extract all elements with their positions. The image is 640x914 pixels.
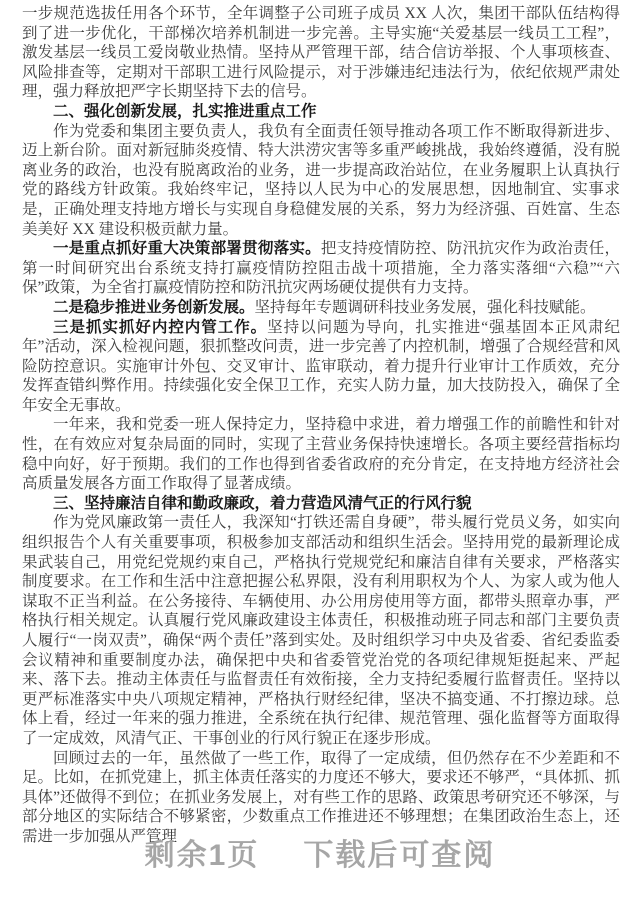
paragraph: 回顾过去的一年，虽然做了一些工作，取得了一定成绩，但仍然存在不少差距和不足。比如，在抓党建上，抓主体责任落实的力度还不够大，要求还不够严，“具体抓、抓具体”还做得不到位；在抓业务发展上，对有些工作的思路、政策思考研究还不够深，与部分地区的实际结合不够紧密，少数重点工作推进还不够理想；在集团政治生态上，还需进一步加强从严管理: [22, 749, 620, 845]
section-heading: 二、强化创新发展，扎实推进重点工作: [53, 102, 317, 120]
paragraph: 三是抓实抓好内控内管工作。坚持以问题为导向，扎实推进“强基固本正风肃纪年”活动，深入检视问题，狠抓整改问责，进一步完善了内控机制，增强了合规经营和风险防控意识。实施审计外包、交叉审计、监审联动，着力提升行业审计工作质效，充分发挥查错纠弊作用。持续强化安全保卫工作，充实人防力量，加大技防投入，确保了全年安全无事故。: [22, 318, 620, 414]
paragraph: 作为党委和集团主要负责人，我负有全面责任领导推动各项工作不断取得新进步、迈上新台阶。面对新冠肺炎疫情、特大洪涝灾害等多重严峻挑战，我始终遵循，没有脱离业务的政治，也没有脱离政治的业务，进一步提高政治站位，在业务履职上认真执行党的路线方针政策。我始终牢记，坚持以人民为中心的发展思想，因地制宜、实事求是，正确处理支持地方增长与实现自身稳健发展的关系，努力为经济强、百姓富、生态美美好 XX 建设积极贡献力量。: [22, 122, 620, 238]
paragraph: 二是稳步推进业务创新发展。坚持每年专题调研科技业务发展，强化科技赋能。: [53, 298, 596, 316]
footer-download-notice: [0, 830, 640, 874]
paragraph: 一步规范选拔任用各个环节，全年调整子公司班子成员 XX 人次，集团干部队伍结构得到了进一步优化，干部梯次培养机制进一步完善。主导实施“关爱基层一线员工工程”，激发基层一线员工爱岗敬业热情。坚持从严管理干部，结合信访举报、个人事项核查、风险排查等，定期对干部职工进行风险提示，对于涉嫌违纪违法行为，依纪依规严肃处理，强力释放把严字长期坚持下去的信号。: [22, 5, 620, 101]
section-heading: 三、坚持廉洁自律和勤政廉政，着力营造风清气正的行风行貌: [53, 494, 472, 512]
paragraph-lead: 二是稳步推进业务创新发展。: [53, 298, 255, 316]
paragraph: 一年来，我和党委一班人保持定力，坚持稳中求进，着力增强工作的前瞻性和针对性，在有效应对复杂局面的同时，实现了主营业务保持快速增长。各项主要经营指标均稳中向好，好于预期。我们的工作也得到省委省政府的充分肯定，在支持地方经济社会高质量发展各方面工作取得了显著成绩。: [22, 416, 620, 493]
remaining-pages-label: 剩余1页: [144, 839, 260, 872]
download-hint-label: 下载后可查阅: [303, 839, 496, 872]
paragraph-lead: 三是抓实抓好内控内管工作。: [53, 318, 268, 336]
paragraph-lead: 一是重点抓好重大决策部署贯彻落实。: [53, 240, 321, 258]
paragraph: 作为党风廉政第一责任人，我深知“打铁还需自身硬”，带头履行党员义务，如实向组织报告个人有关重要事项，积极参加支部活动和组织生活会。坚持用党的最新理论成果武装自己，用党纪党规约束自己，严格执行党规党纪和廉洁自律有关要求，严格落实制度要求。在工作和生活中注意把握公私界限，没有利用职权为个人、为家人或为他人谋取不正当利益。在公务接待、车辆使用、办公用房使用等方面，都带头照章办事，严格执行相关规定。认真履行党风廉政建设主体责任，积极推动班子同志和部门主要负责人履行“一岗双责”，确保“两个责任”落到实处。及时组织学习中央及省委、省纪委监委会议精神和重要制度办法，确保把中央和省委管党治党的各项纪律规矩挺起来、严起来、落下去。推动主体责任与监督责任有效衔接，全力支持纪委履行监督责任。坚持以更严标准落实中央八项规定精神，严格执行财经纪律，坚决不搞变通、不打擦边球。总体上看，经过一年来的强力推进，全系统在执行纪律、规范管理、强化监督等方面取得了一定成效，风清气正、干事创业的行风行貌正在逐步形成。: [22, 514, 620, 747]
paragraph: 一是重点抓好重大决策部署贯彻落实。把支持疫情防控、防汛抗灾作为政治责任，第一时间研究出台系统支持打赢疫情防控阻击战十项措施，全力落实落细“六稳”“六保”政策，为全省打赢疫情防控和防汛抗灾两场硬仗提供有力支持。: [22, 240, 620, 297]
